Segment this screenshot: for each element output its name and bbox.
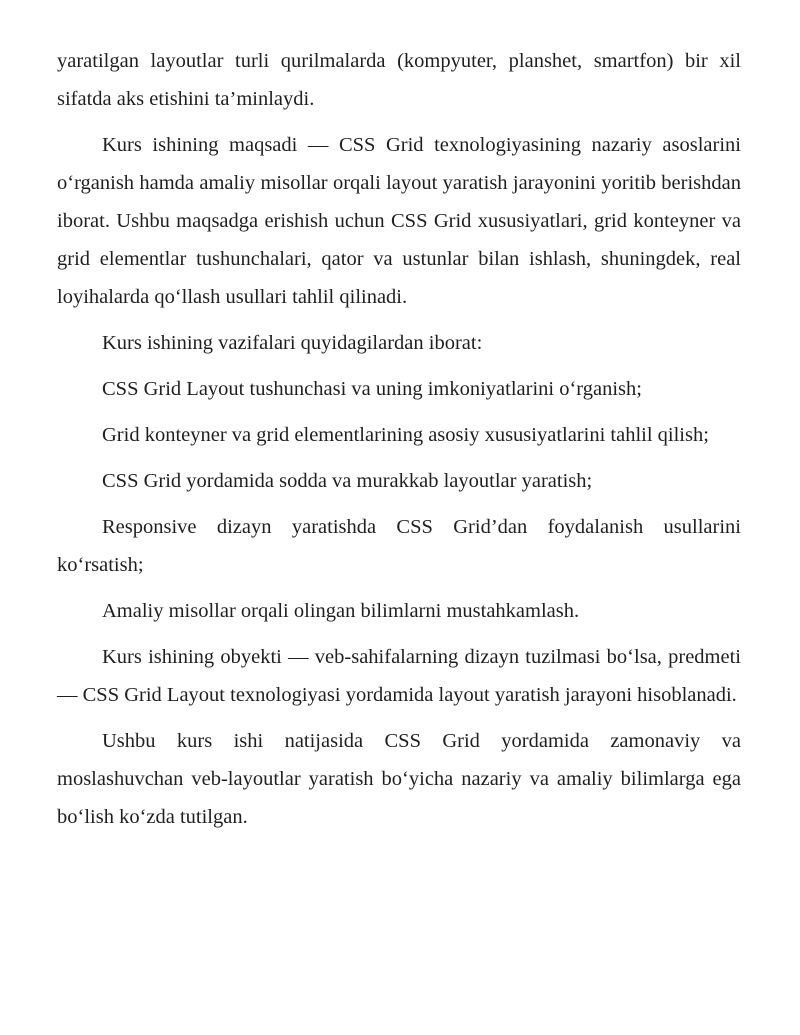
- paragraph-outcome: Ushbu kurs ishi natijasida CSS Grid yordamida zamonaviy va moslashuvchan veb-layoutlar yaratish bo‘yicha nazariy va amaliy bilimlarga ega bo‘lish ko‘zda tutilgan.: [57, 730, 741, 828]
- document-page: [57, 42, 741, 844]
- paragraph-task-2: Grid konteyner va grid elementlarining asosiy xususiyatlarini tahlil qilish;: [102, 424, 709, 446]
- paragraph-task-3: CSS Grid yordamida sodda va murakkab layoutlar yaratish;: [102, 470, 593, 492]
- paragraph-task-4: Responsive dizayn yaratishda CSS Grid’dan foydalanish usullarini ko‘rsatish;: [57, 516, 741, 576]
- paragraph-goal: Kurs ishining maqsadi — CSS Grid texnologiyasining nazariy asoslarini o‘rganish hamda amaliy misollar orqali layout yaratish jarayonini yoritib berishdan iborat. Ushbu maqsadga erishish uchun CSS Grid xususiyatlari, grid konteyner va grid elementlar tushunchalari, qator va ustunlar bilan ishlash, shuningdek, real loyihalarda qo‘llash usullari tahlil qilinadi.: [57, 134, 741, 308]
- paragraph-task-5: Amaliy misollar orqali olingan bilimlarni mustahkamlash.: [102, 600, 580, 622]
- paragraph-task-1: CSS Grid Layout tushunchasi va uning imkoniyatlarini o‘rganish;: [102, 378, 642, 400]
- paragraph-object-subject: Kurs ishining obyekti — veb-sahifalarning dizayn tuzilmasi bo‘lsa, predmeti — CSS Grid Layout texnologiyasi yordamida layout yaratish jarayoni hisoblanadi.: [57, 646, 741, 706]
- paragraph-continuation: yaratilgan layoutlar turli qurilmalarda (kompyuter, planshet, smartfon) bir xil sifatda aks etishini ta’minlaydi.: [57, 50, 741, 110]
- paragraph-tasks-intro: Kurs ishining vazifalari quyidagilardan iborat:: [102, 332, 483, 354]
